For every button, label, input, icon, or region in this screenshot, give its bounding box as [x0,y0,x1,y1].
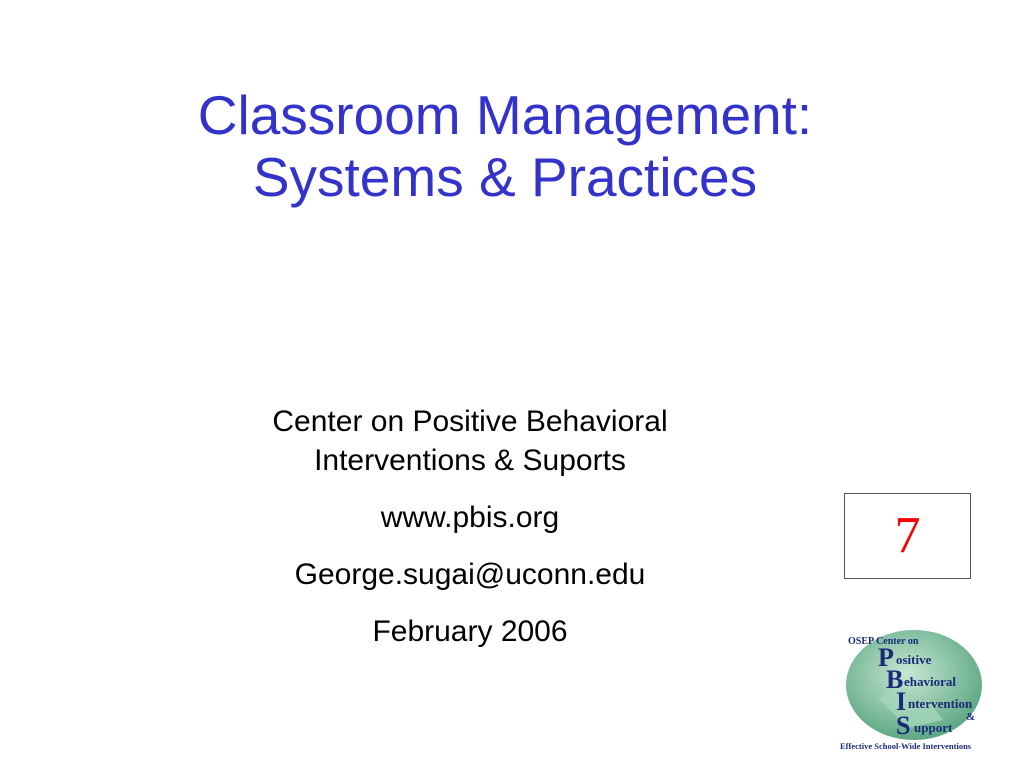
logo-word-intervention: ntervention [908,696,973,711]
logo-letter-b: B [886,665,904,694]
logo-letter-p: P [878,643,894,672]
org-name-line-1: Center on Positive Behavioral [272,405,668,438]
title-line-2: Systems & Practices [252,146,758,208]
website-link[interactable]: www.pbis.org [380,501,560,534]
logo-letter-i: I [896,687,907,716]
slide-number-badge [844,493,971,579]
slide-number: 7 [894,507,921,564]
presentation-date: February 2006 [372,615,568,648]
logo-word-positive: ositive [896,652,932,667]
logo-letter-s: S [896,711,911,740]
logo-word-behavioral: ehavioral [904,674,956,689]
slide-title [60,84,950,208]
slide-subtitle [150,402,790,651]
logo-ampersand: & [966,711,976,723]
title-line-1: Classroom Management: [197,84,813,146]
org-name-line-2: Interventions & Suports [314,444,626,477]
logo-tagline: Effective School-Wide Interventions [840,741,972,751]
pbis-logo [838,628,1008,754]
email-address[interactable]: George.sugai@uconn.edu [294,558,646,591]
pbis-logo-graphic [838,628,1008,754]
logo-word-support: upport [914,720,953,735]
logo-header: OSEP Center on [848,636,919,647]
